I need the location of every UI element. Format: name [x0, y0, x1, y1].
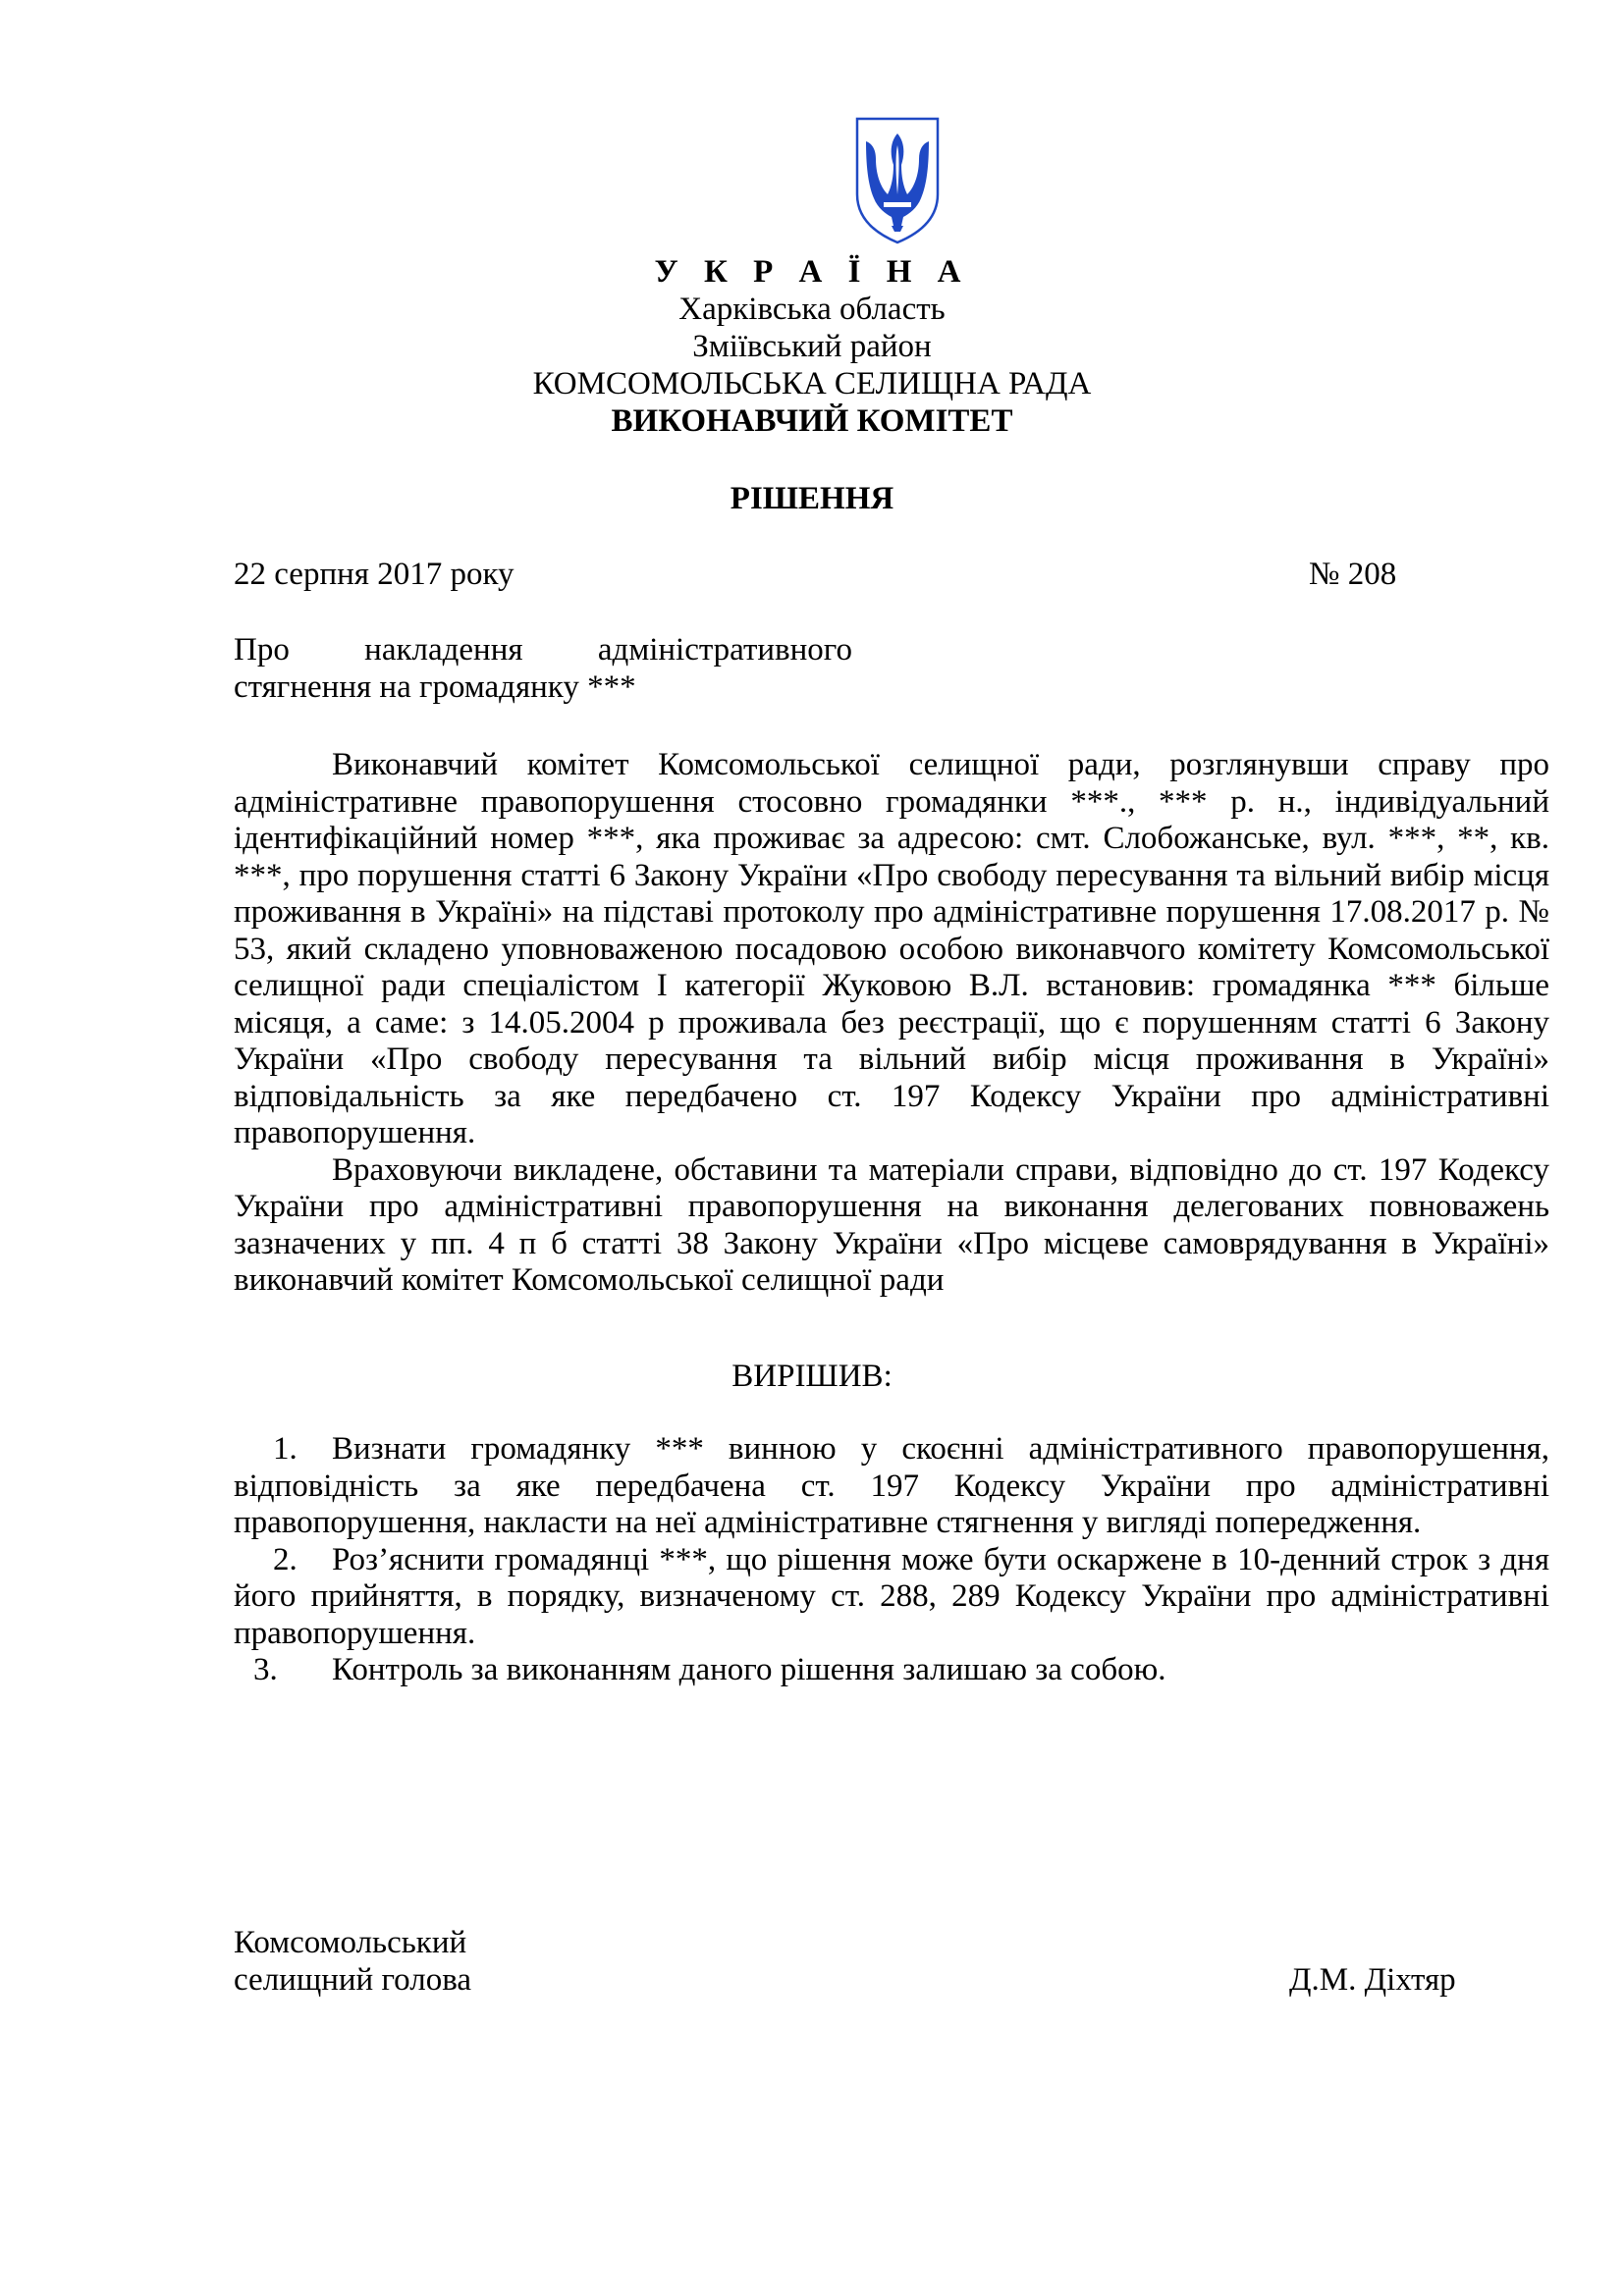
committee-line: ВИКОНАВЧИЙ КОМІТЕТ [611, 403, 1013, 439]
signatory-title-line-2: селищний голова [234, 1962, 472, 1998]
raion-line: Зміївський район [692, 329, 932, 364]
list-item-number: 1. [273, 1431, 298, 1467]
list-item-text: Визнати громадянку *** винною у скоєнні адміністративного правопорушення, відповідність за яке передбачена ст. 197 Кодексу України про адміністративні правопорушення, накласти на неї адміністративне стягнення у вигляді попередження. [234, 1431, 1549, 1540]
decided-heading: ВИРІШИВ: [731, 1359, 893, 1394]
signatory-title-line-1: Комсомольський [234, 1925, 467, 1960]
list-item-text: Роз’яснити громадянці ***, що рішення може бути оскаржене в 10-денний строк з дня його прийняття, в порядку, визначеному ст. 288, 289 Кодексу України про адміністративні правопорушення. [234, 1541, 1549, 1651]
body-paragraph-1: Виконавчий комітет Комсомольської селищної ради, розглянувши справу про адміністративне правопорушення стосовно громадянки ***., *** р. н., індивідуальний ідентифікаційний номер ***, яка проживає за адресою: смт. Слобожанське, вул. ***, **, кв. ***, про порушення статті 6 Закону України «Про свободу пересування та вільний вибір місця проживання в Україні» на підставі протоколу про адміністративне порушення 17.08.2017 р. № 53, який складено уповноваженою посадовою особою виконавчого комітету Комсомольської селищної ради спеціалістом І категорії Жуковою В.Л. встановив: громадянка *** більше місяця, а саме: з 14.05.2004 р проживала без реєстрації, що є порушенням статті 6 Закону України «Про свободу пересування та вільний вибір місця проживання в Україні» відповідальність за яке передбачено ст. 197 Кодексу України про адміністративні правопорушення. [234, 747, 1549, 1150]
body-paragraph-2: Враховуючи викладене, обставини та матеріали справи, відповідно до ст. 197 Кодексу України про адміністративні правопорушення на виконання делегованих повноважень зазначених у пп. 4 п б статті 38 Закону України «Про місцеве самоврядування в Україні» виконавчий комітет Комсомольської селищної ради [234, 1151, 1549, 1298]
decisions-list [234, 1431, 1549, 1689]
coat-of-arms-icon [854, 116, 941, 245]
oblast-line: Харківська область [678, 292, 946, 327]
council-line: КОМСОМОЛЬСЬКА СЕЛИЩНА РАДА [532, 366, 1092, 401]
signatory-name: Д.М. Діхтяр [1289, 1962, 1456, 1998]
list-item [234, 1542, 1549, 1653]
document-type-title: РІШЕННЯ [730, 481, 894, 516]
list-item-text: Контроль за виконанням даного рішення залишаю за собою. [332, 1652, 1166, 1687]
decision-date: 22 серпня 2017 року [234, 557, 514, 592]
decision-body [234, 747, 1549, 1300]
list-item [234, 1431, 1549, 1542]
decision-subject: Про накладення адміністративного стягнення на громадянку *** [234, 632, 852, 705]
country-title: У К Р А Ї Н А [654, 254, 970, 290]
list-item-number: 2. [273, 1541, 298, 1577]
list-item [234, 1652, 1549, 1689]
decision-number: № 208 [1309, 557, 1397, 592]
list-item-number: 3. [253, 1652, 278, 1687]
